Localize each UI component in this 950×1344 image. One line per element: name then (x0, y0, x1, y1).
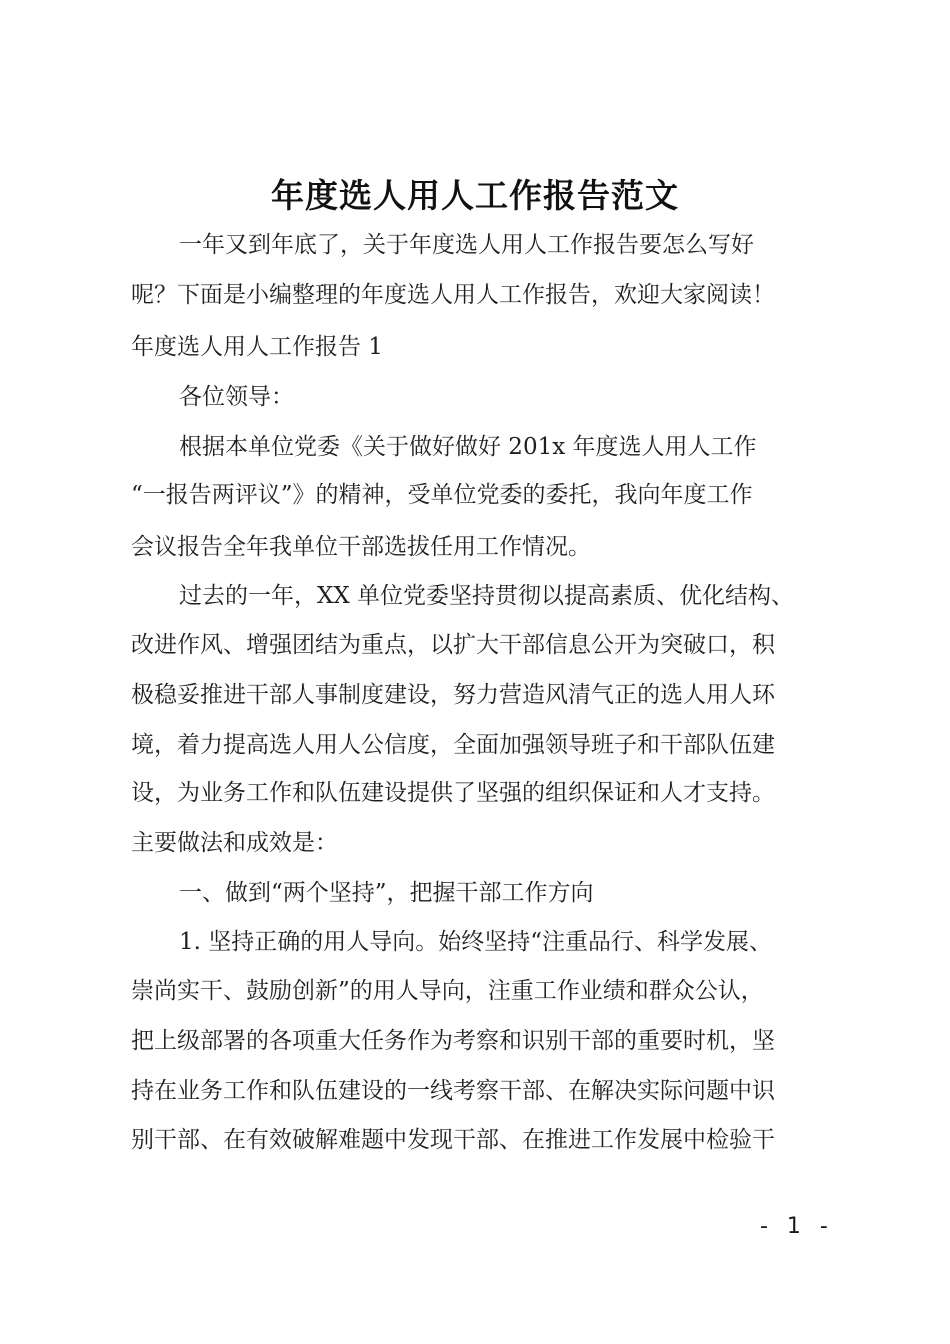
document-title: 年度选人用人工作报告范文 (271, 176, 679, 215)
body-line: 1. 坚持正确的用人导向。始终坚持“注重品行、科学发展、 (179, 929, 773, 955)
body-line: 崇尚实干、鼓励创新”的用人导向，注重工作业绩和群众公认， (131, 978, 764, 1004)
body-line: 一年又到年底了，关于年度选人用人工作报告要怎么写好 (179, 232, 754, 258)
body-line: 别干部、在有效破解难题中发现干部、在推进工作发展中检验干 (131, 1127, 775, 1153)
body-line: 过去的一年，XX 单位党委坚持贯彻以提高素质、优化结构、 (179, 583, 795, 609)
body-line: 主要做法和成效是： (131, 830, 338, 856)
body-line: 持在业务工作和队伍建设的一线考察干部、在解决实际问题中识 (131, 1078, 775, 1104)
body-line: 会议报告全年我单位干部选拔任用工作情况。 (131, 534, 591, 560)
body-line: 根据本单位党委《关于做好做好 201x 年度选人用人工作 (179, 434, 757, 460)
report-subheading: 年度选人用人工作报告 1 (131, 334, 383, 360)
body-line: 改进作风、增强团结为重点，以扩大干部信息公开为突破口，积 (131, 632, 775, 658)
section-heading: 一、做到“两个坚持”，把握干部工作方向 (179, 880, 594, 906)
body-line: 把上级部署的各项重大任务作为考察和识别干部的重要时机，坚 (131, 1028, 775, 1054)
body-line: 呢？下面是小编整理的年度选人用人工作报告，欢迎大家阅读！ (131, 282, 775, 308)
body-line: 境，着力提高选人用人公信度，全面加强领导班子和干部队伍建 (131, 732, 775, 758)
body-line: “一报告两评议”》的精神，受单位党委的委托，我向年度工作 (131, 482, 753, 508)
page-number: - 1 - (760, 1214, 834, 1239)
body-line: 极稳妥推进干部人事制度建设，努力营造风清气正的选人用人环 (131, 682, 775, 708)
body-line: 设，为业务工作和队伍建设提供了坚强的组织保证和人才支持。 (131, 780, 775, 806)
salutation: 各位领导： (179, 384, 294, 410)
